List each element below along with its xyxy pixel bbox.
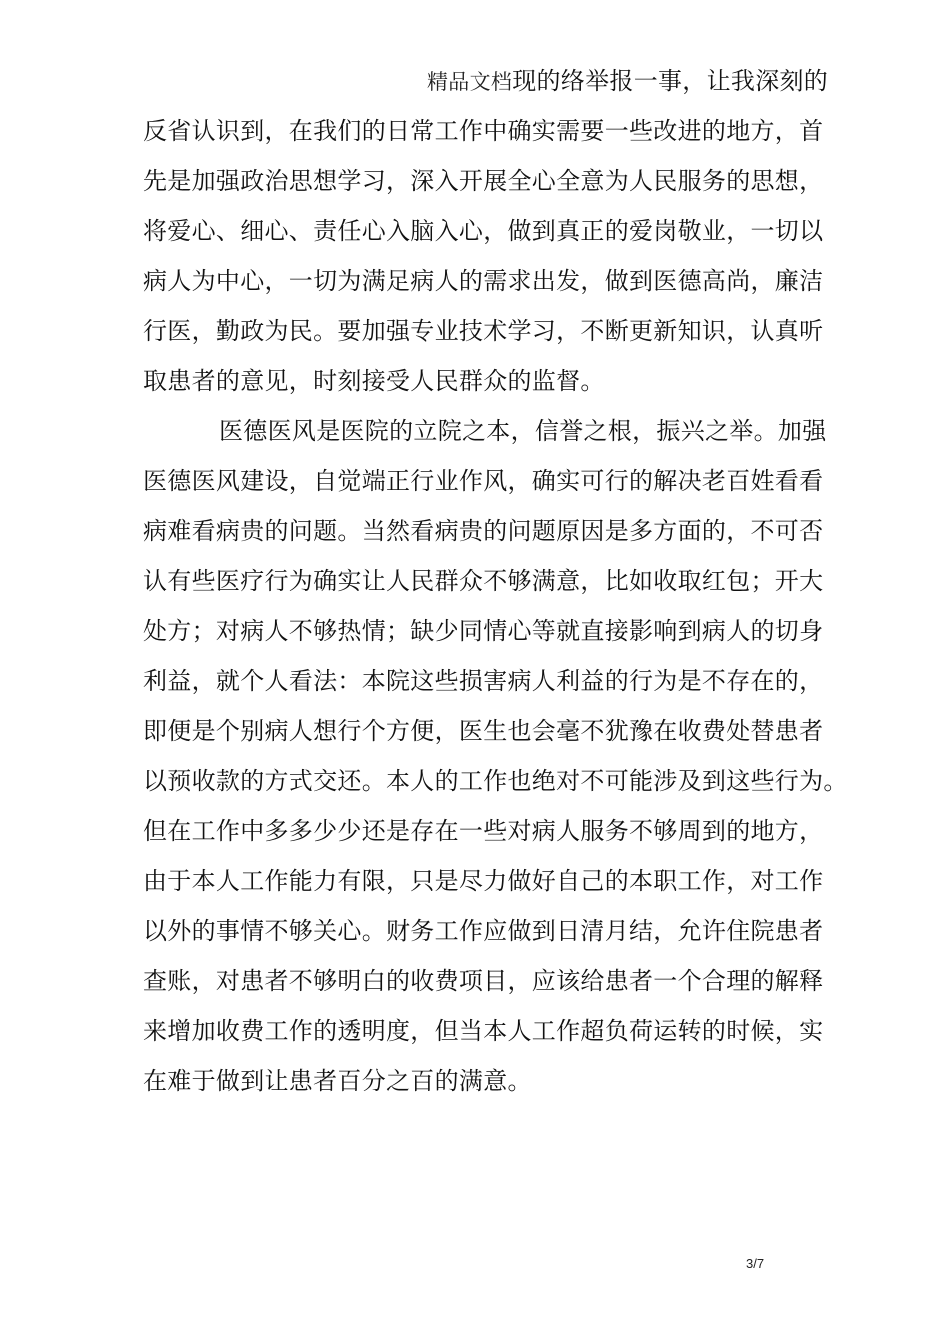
text-line: 先是加强政治思想学习，深入开展全心全意为人民服务的思想， bbox=[143, 167, 824, 195]
text-line: 病难看病贵的问题。当然看病贵的问题原因是多方面的，不可否 bbox=[143, 517, 824, 545]
text-line: 取患者的意见，时刻接受人民群众的监督。 bbox=[143, 367, 605, 395]
text-line: 但在工作中多多少少还是存在一些对病人服务不够周到的地方， bbox=[143, 817, 824, 845]
text-line: 即便是个别病人想行个方便，医生也会毫不犹豫在收费处替患者 bbox=[143, 717, 824, 745]
header-watermark: 精品文档 bbox=[427, 70, 513, 94]
text-line: 将爱心、细心、责任心入脑入心，做到真正的爱岗敬业，一切以 bbox=[143, 217, 824, 245]
first-line-text: 现的络举报一事，让我深刻的 bbox=[512, 67, 829, 95]
text-line: 利益，就个人看法：本院这些损害病人利益的行为是不存在的， bbox=[143, 667, 824, 695]
text-line: 反省认识到，在我们的日常工作中确实需要一些改进的地方，首 bbox=[143, 117, 824, 145]
text-line: 认有些医疗行为确实让人民群众不够满意，比如收取红包；开大 bbox=[143, 567, 824, 595]
text-line: 医德医风是医院的立院之本，信誉之根，振兴之举。加强 bbox=[219, 417, 827, 445]
text-line: 病人为中心，一切为满足病人的需求出发，做到医德高尚，廉洁 bbox=[143, 267, 824, 295]
text-line: 以外的事情不够关心。财务工作应做到日清月结，允许住院患者 bbox=[143, 917, 824, 945]
text-line: 行医，勤政为民。要加强专业技术学习，不断更新知识，认真听 bbox=[143, 317, 824, 345]
text-line: 在难于做到让患者百分之百的满意。 bbox=[143, 1067, 532, 1095]
text-line: 由于本人工作能力有限，只是尽力做好自己的本职工作，对工作 bbox=[143, 867, 824, 895]
text-line: 医德医风建设，自觉端正行业作风，确实可行的解决老百姓看看 bbox=[143, 467, 824, 495]
text-line: 查账，对患者不够明白的收费项目，应该给患者一个合理的解释 bbox=[143, 967, 824, 995]
text-line: 来增加收费工作的透明度，但当本人工作超负荷运转的时候，实 bbox=[143, 1017, 824, 1045]
text-line: 以预收款的方式交还。本人的工作也绝对不可能涉及到这些行为。 bbox=[143, 767, 848, 795]
page-number: 3/7 bbox=[746, 1256, 765, 1271]
text-line: 处方；对病人不够热情；缺少同情心等就直接影响到病人的切身 bbox=[143, 617, 824, 645]
first-line bbox=[427, 66, 828, 97]
